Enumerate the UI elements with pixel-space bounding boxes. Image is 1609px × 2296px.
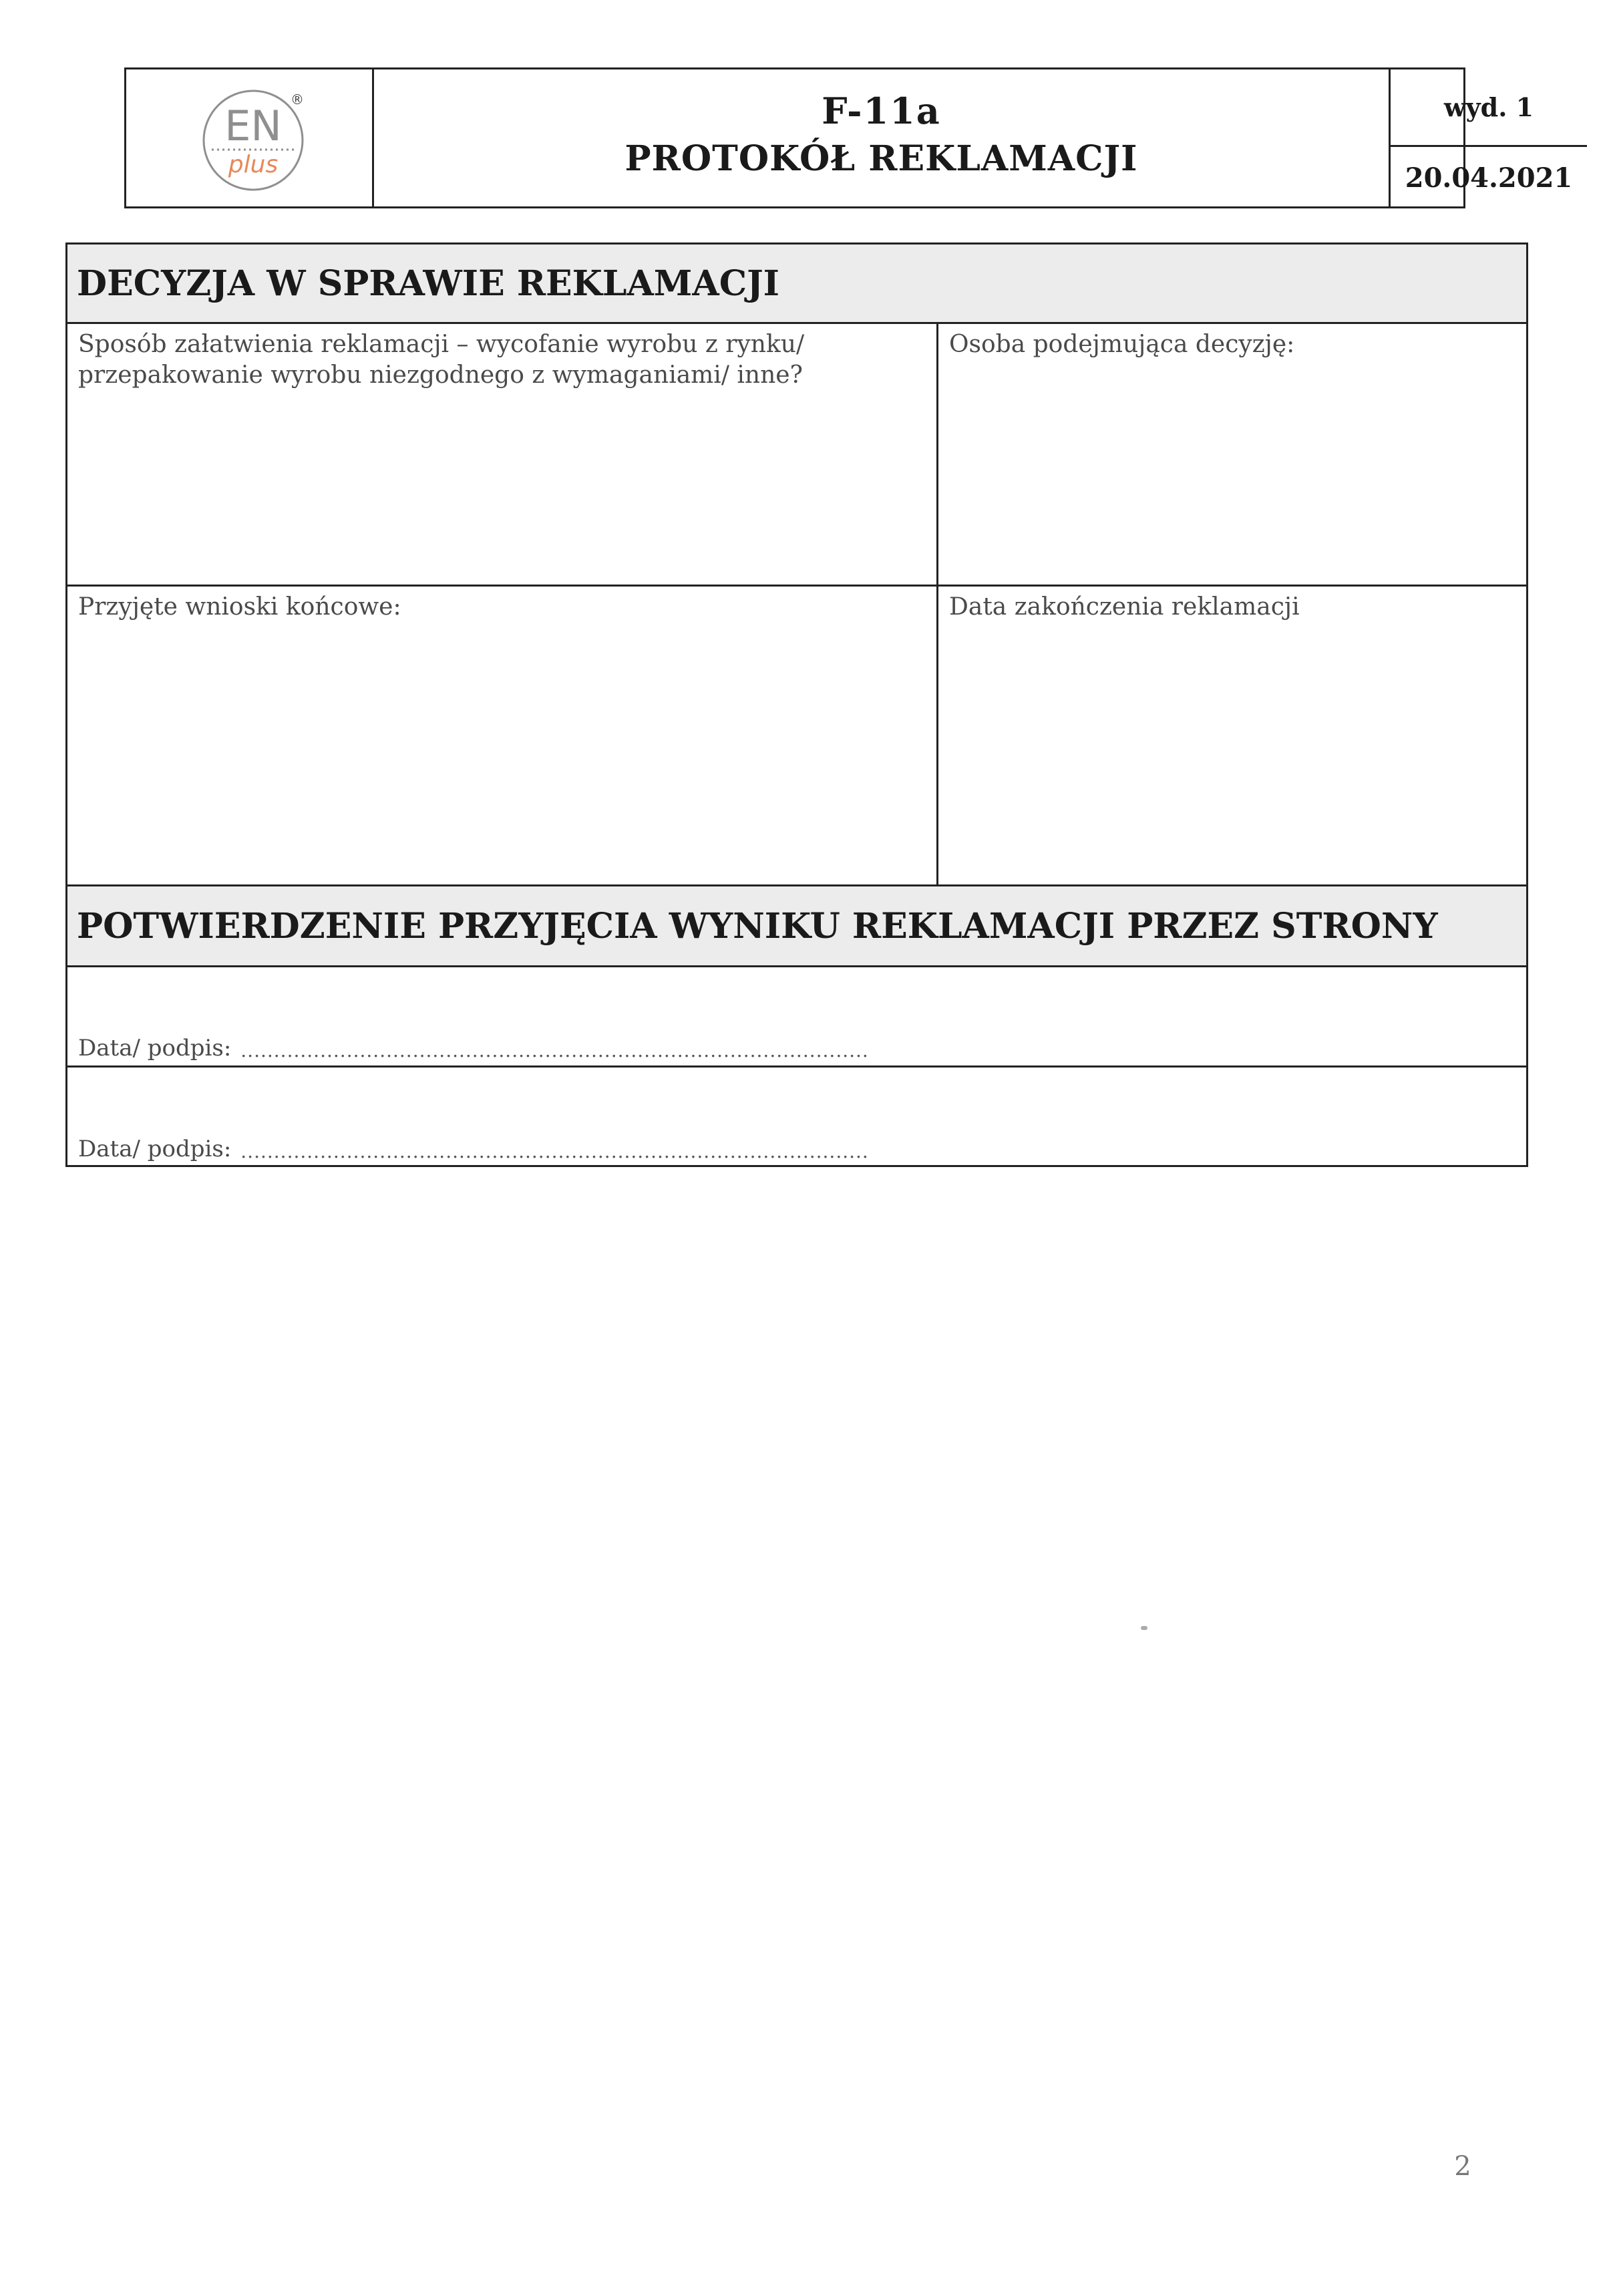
decider-cell[interactable] xyxy=(938,324,1526,587)
end-date-label: Data zakończenia reklamacji xyxy=(949,593,1300,621)
document-header xyxy=(124,67,1573,208)
logo-sub-text: plus xyxy=(228,151,279,178)
signature-line: ............................................................................................... xyxy=(240,1140,869,1162)
enplus-logo-icon xyxy=(200,87,307,194)
method-cell[interactable] xyxy=(67,324,938,587)
edition-cell xyxy=(1391,69,1587,206)
form-title: PROTOKÓŁ REKLAMACJI xyxy=(624,138,1138,179)
page-number: 2 xyxy=(1454,2151,1471,2182)
section-title-confirmation: POTWIERDZENIE PRZYJĘCIA WYNIKU REKLAMACJI PRZEZ STRONY xyxy=(67,884,1526,967)
conclusions-label: Przyjęte wnioski końcowe: xyxy=(78,593,401,621)
signature-row[interactable] xyxy=(67,967,1526,1068)
decider-label: Osoba podejmująca decyzję: xyxy=(949,331,1295,358)
edition-number: wyd. 1 xyxy=(1391,69,1587,147)
complaint-form-table xyxy=(65,242,1528,1167)
signature-row[interactable] xyxy=(67,1068,1526,1165)
end-date-cell[interactable] xyxy=(938,587,1526,884)
signature-label: Data/ podpis: xyxy=(78,1136,232,1162)
method-label: Sposób załatwienia reklamacji – wycofanie wyrobu z rynku/ przepakowanie wyrobu niezgodnego z wymaganiami/ inne? xyxy=(78,331,805,389)
section-title-decision: DECYZJA W SPRAWIE REKLAMACJI xyxy=(67,244,1526,324)
conclusions-cell[interactable] xyxy=(67,587,938,884)
logo-cell xyxy=(126,69,374,206)
form-code: F-11a xyxy=(822,90,941,132)
registered-mark: ® xyxy=(291,92,304,108)
signature-line: ............................................................................................... xyxy=(240,1039,869,1061)
edition-date: 20.04.2021 xyxy=(1405,162,1573,194)
logo-main-text: EN xyxy=(224,102,282,150)
signature-label: Data/ podpis: xyxy=(78,1035,232,1061)
scan-speck xyxy=(1141,1626,1147,1630)
title-cell xyxy=(374,69,1391,206)
